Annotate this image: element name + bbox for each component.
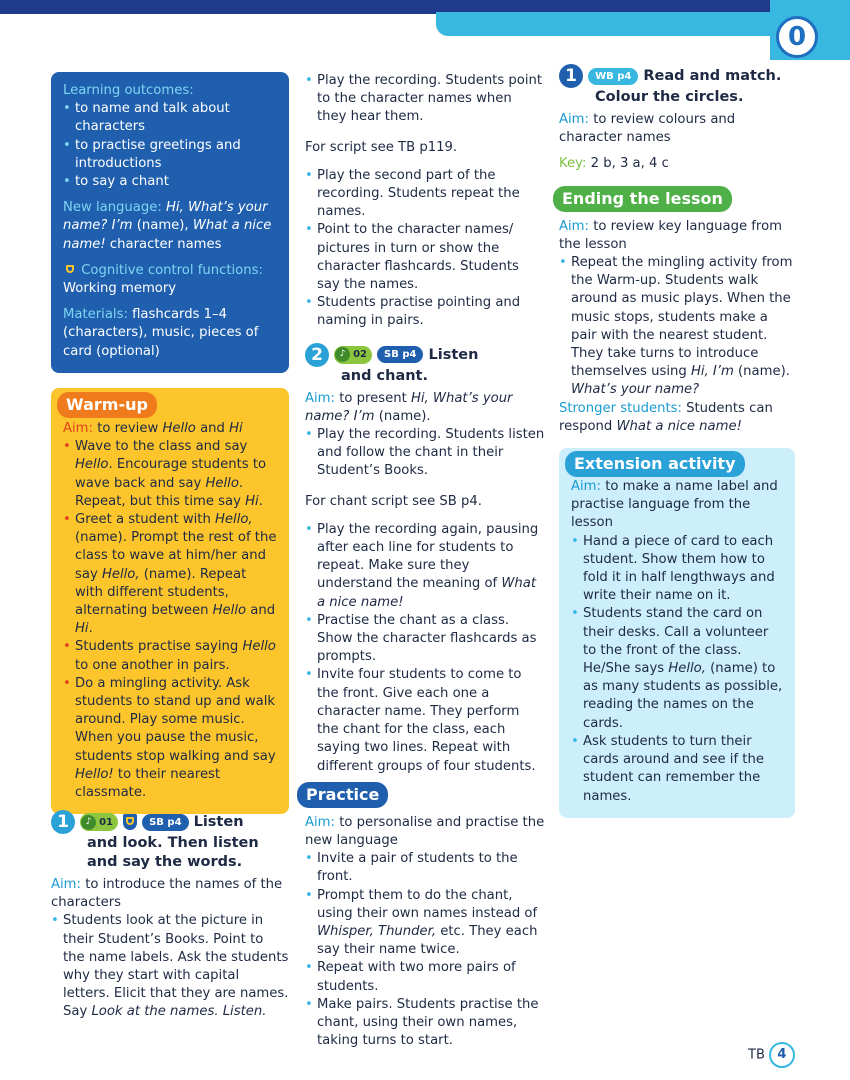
script-reference: For script see TB p119. [305,139,458,155]
extension-aim: Aim: to make a name label and practise language from the lesson [571,479,778,531]
cognitive-shield-icon [123,814,137,830]
page-number: 4 [769,1042,795,1068]
sb-page-badge: SB p4 [142,814,188,831]
activity-2-aim: Aim: to present Hi, What’s your name? I’m (name). [305,390,513,424]
activity-2-heading: 2 ♪ 02 SB p4 Listen and chant. [305,343,545,386]
list-item: • to practise greetings and introductions [63,137,277,173]
new-language: New language: Hi, What’s your name? I’m (name), What a nice name! character names [63,200,272,252]
activity-number: 2 [305,343,329,367]
practice-aim: Aim: to personalise and practise the new language [305,814,545,848]
list-item: • Do a mingling activity. Ask students to stand up and walk around. Play some music. When you pause the music, students stop walking and say Hello! to their nearest classmate. [63,675,277,802]
activity-1-section [51,810,289,1022]
list-item: • Play the recording again, pausing after each line for students to repeat. Make sure they understand the meaning of What a nice name! [305,521,545,612]
list-item: • Repeat the mingling activity from the Warm-up. Students walk around as music plays. When the music stops, students make a pair with the nearest student. They take turns to introduce themselves using Hi, I’m (name). What’s your name? [559,254,795,400]
list-item: • to name and talk about characters [63,100,277,136]
ending-lesson-title: Ending the lesson [553,186,732,212]
list-item: • Prompt them to do the chant, using their own names instead of Whisper, Thunder, etc. They each say their name twice. [305,887,545,960]
list-item: • Play the recording. Students point to the character names when they hear them. [305,72,545,127]
list-item: • Greet a student with Hello, (name). Prompt the rest of the class to wave at him/her and say Hello, (name). Repeat with different students, alternating between Hello and Hi. [63,511,277,638]
list-item: • Wave to the class and say Hello. Encourage students to wave back and say Hello. Repeat, but this time say Hi. [63,438,277,511]
materials: Materials: flashcards 1–4 (characters), music, pieces of card (optional) [63,307,259,359]
warmup-title: Warm-up [57,392,157,418]
header-tab [436,12,770,36]
learning-outcomes-label: Learning outcomes: [63,83,194,98]
cognitive-functions: Cognitive control functions: Working memory [63,262,263,297]
extension-title: Extension activity [565,451,745,477]
learning-outcomes-box [51,72,289,373]
list-item: • Hand a piece of card to each student. Show them how to fold it in half lengthways and write their name on it. [571,533,783,606]
sb-page-badge: SB p4 [377,346,423,363]
list-item: • Make pairs. Students practise the chant, using their own names, taking turns to start. [305,996,545,1051]
activity-number: 1 [559,64,583,88]
wb-activity-heading: 1 WB p4 Read and match. Colour the circles. [559,64,795,107]
warmup-aim: Aim: to review Hello and Hi [63,421,243,436]
ending-aim: Aim: to review key language from the lesson [559,218,782,252]
list-item: • Play the recording. Students listen and follow the chant in their Student’s Books. [305,426,545,481]
column-3 [559,64,795,818]
list-item: • Ask students to turn their cards around and see if the student can remember the names. [571,733,783,806]
activity-1-heading: 1 ♪ 01 SB p4 Listen and look. Then listen and say the words. [51,810,289,872]
audio-track-icon: ♪ 02 [334,346,372,364]
list-item: • Point to the character names/ pictures in turn or show the character flashcards. Students say the names. [305,221,545,294]
list-item: • Practise the chant as a class. Show the character flashcards as prompts. [305,612,545,667]
page-footer [748,1042,795,1068]
learning-outcomes-list [63,100,277,191]
audio-track-icon: ♪ 01 [80,813,118,831]
extension-activity-box [559,448,795,818]
list-item: • Repeat with two more pairs of students. [305,959,545,995]
answer-key: Key: 2 b, 3 a, 4 c [559,156,669,172]
list-item: • Students practise pointing and naming in pairs. [305,294,545,330]
activity-number: 1 [51,810,75,834]
warmup-list [63,438,277,802]
column-2 [305,72,545,1050]
list-item: • Students look at the picture in their Student’s Books. Point to the name labels. Ask the students why they start with capital letters. Elicit that they are names. Say Look at the names. Listen. [51,912,289,1021]
list-item: • Invite four students to come to the front. Give each one a character name. They perform the chant for the class, each saying two lines. Repeat with different groups of four students. [305,666,545,775]
chant-reference: For chant script see SB p4. [305,493,483,509]
practice-title: Practice [297,782,388,808]
activity-1-aim: Aim: to introduce the names of the characters [51,877,283,911]
stronger-students: Stronger students: Students can respond What a nice name! [559,400,773,434]
cognitive-shield-icon [63,262,77,278]
list-item: • Invite a pair of students to the front. [305,850,545,886]
wb-page-badge: WB p4 [588,68,638,85]
list-item: • Students practise saying Hello to one another in pairs. [63,638,277,674]
unit-number: 0 [776,16,818,58]
list-item: • Play the second part of the recording. Students repeat the names. [305,167,545,222]
footer-label: TB [748,1047,765,1063]
list-item: • Students stand the card on their desks. Call a volunteer to the front of the class. He/She says Hello, (name) to as many students as possible, reading the names on the cards. [571,605,783,732]
list-item: • to say a chant [63,173,277,191]
wb-activity-aim: Aim: to review colours and character names [559,112,736,146]
warmup-box [51,388,289,814]
